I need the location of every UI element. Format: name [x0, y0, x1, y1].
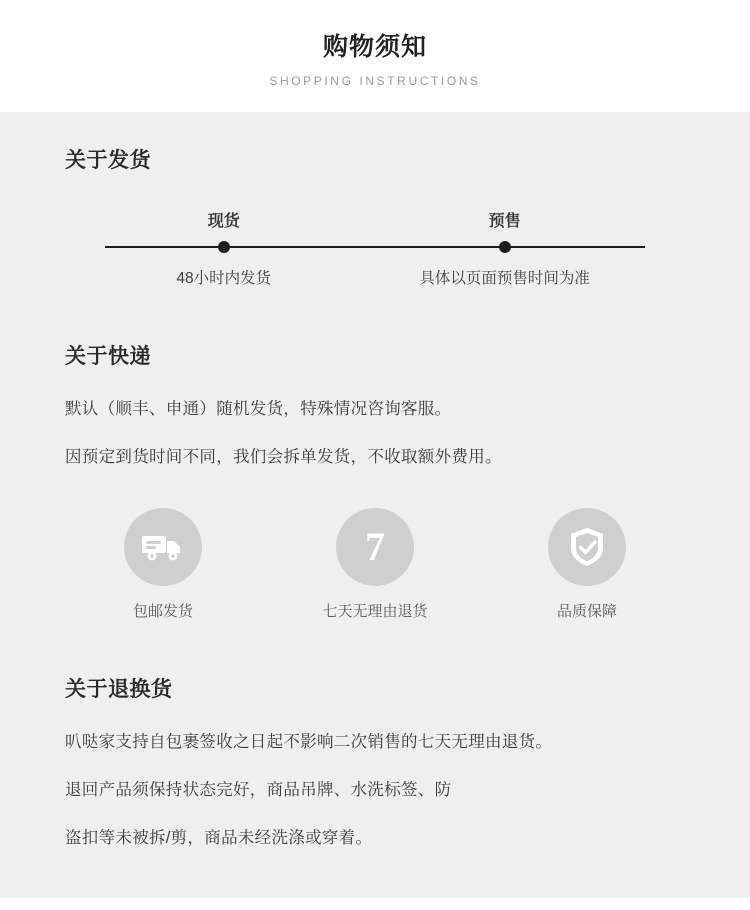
- shield-check-icon: [548, 508, 626, 586]
- truck-icon: [124, 508, 202, 586]
- feature-label-seven-day-return: 七天无理由退货: [322, 603, 428, 620]
- page-title: 购物须知: [322, 33, 427, 61]
- timeline-details: [105, 266, 645, 292]
- returns-line-3: 盗扣等未被拆/剪，商品未经洗涤或穿着。: [65, 829, 373, 847]
- timeline-label-presale: 预售: [488, 213, 521, 230]
- timeline-dot-presale: [499, 241, 511, 253]
- express-line-1: 默认（顺丰、申通）随机发货，特殊情况咨询客服。: [65, 400, 452, 418]
- feature-list: [65, 508, 685, 621]
- feature-free-shipping: [103, 508, 223, 621]
- feature-label-quality-guarantee: 品质保障: [556, 603, 617, 620]
- section-returns: [0, 673, 750, 855]
- timeline-detail-presale: 具体以页面预售时间为准: [419, 270, 590, 287]
- seven-days-icon: [336, 508, 414, 586]
- shipping-timeline: [65, 208, 685, 292]
- timeline-label-in-stock: 现货: [207, 213, 240, 230]
- section-shipping: [0, 144, 750, 292]
- returns-line-1: 叭哒家支持自包裹签收之日起不影响二次销售的七天无理由退货。: [65, 733, 553, 751]
- feature-seven-day-return: [315, 508, 435, 621]
- page-header: [0, 0, 750, 88]
- express-line-2: 因预定到货时间不同，我们会拆单发货，不收取额外费用。: [65, 448, 502, 466]
- timeline-labels: [105, 208, 645, 232]
- page-subtitle: SHOPPING INSTRUCTIONS: [269, 74, 481, 88]
- timeline-detail-in-stock: 48小时内发货: [176, 270, 272, 287]
- timeline-line: [105, 246, 645, 248]
- feature-label-free-shipping: 包邮发货: [132, 603, 193, 620]
- content-panel: [0, 112, 750, 898]
- seven-days-value: 7: [365, 524, 385, 569]
- feature-quality-guarantee: [527, 508, 647, 621]
- section-title-express: 关于快递: [65, 345, 151, 368]
- section-express: [0, 340, 750, 621]
- timeline-dot-in-stock: [218, 241, 230, 253]
- returns-line-2: 退回产品须保持状态完好，商品吊牌、水洗标签、防: [65, 781, 452, 799]
- section-title-returns: 关于退换货: [65, 678, 173, 701]
- timeline-axis: [105, 240, 645, 254]
- section-title-shipping: 关于发货: [65, 149, 151, 172]
